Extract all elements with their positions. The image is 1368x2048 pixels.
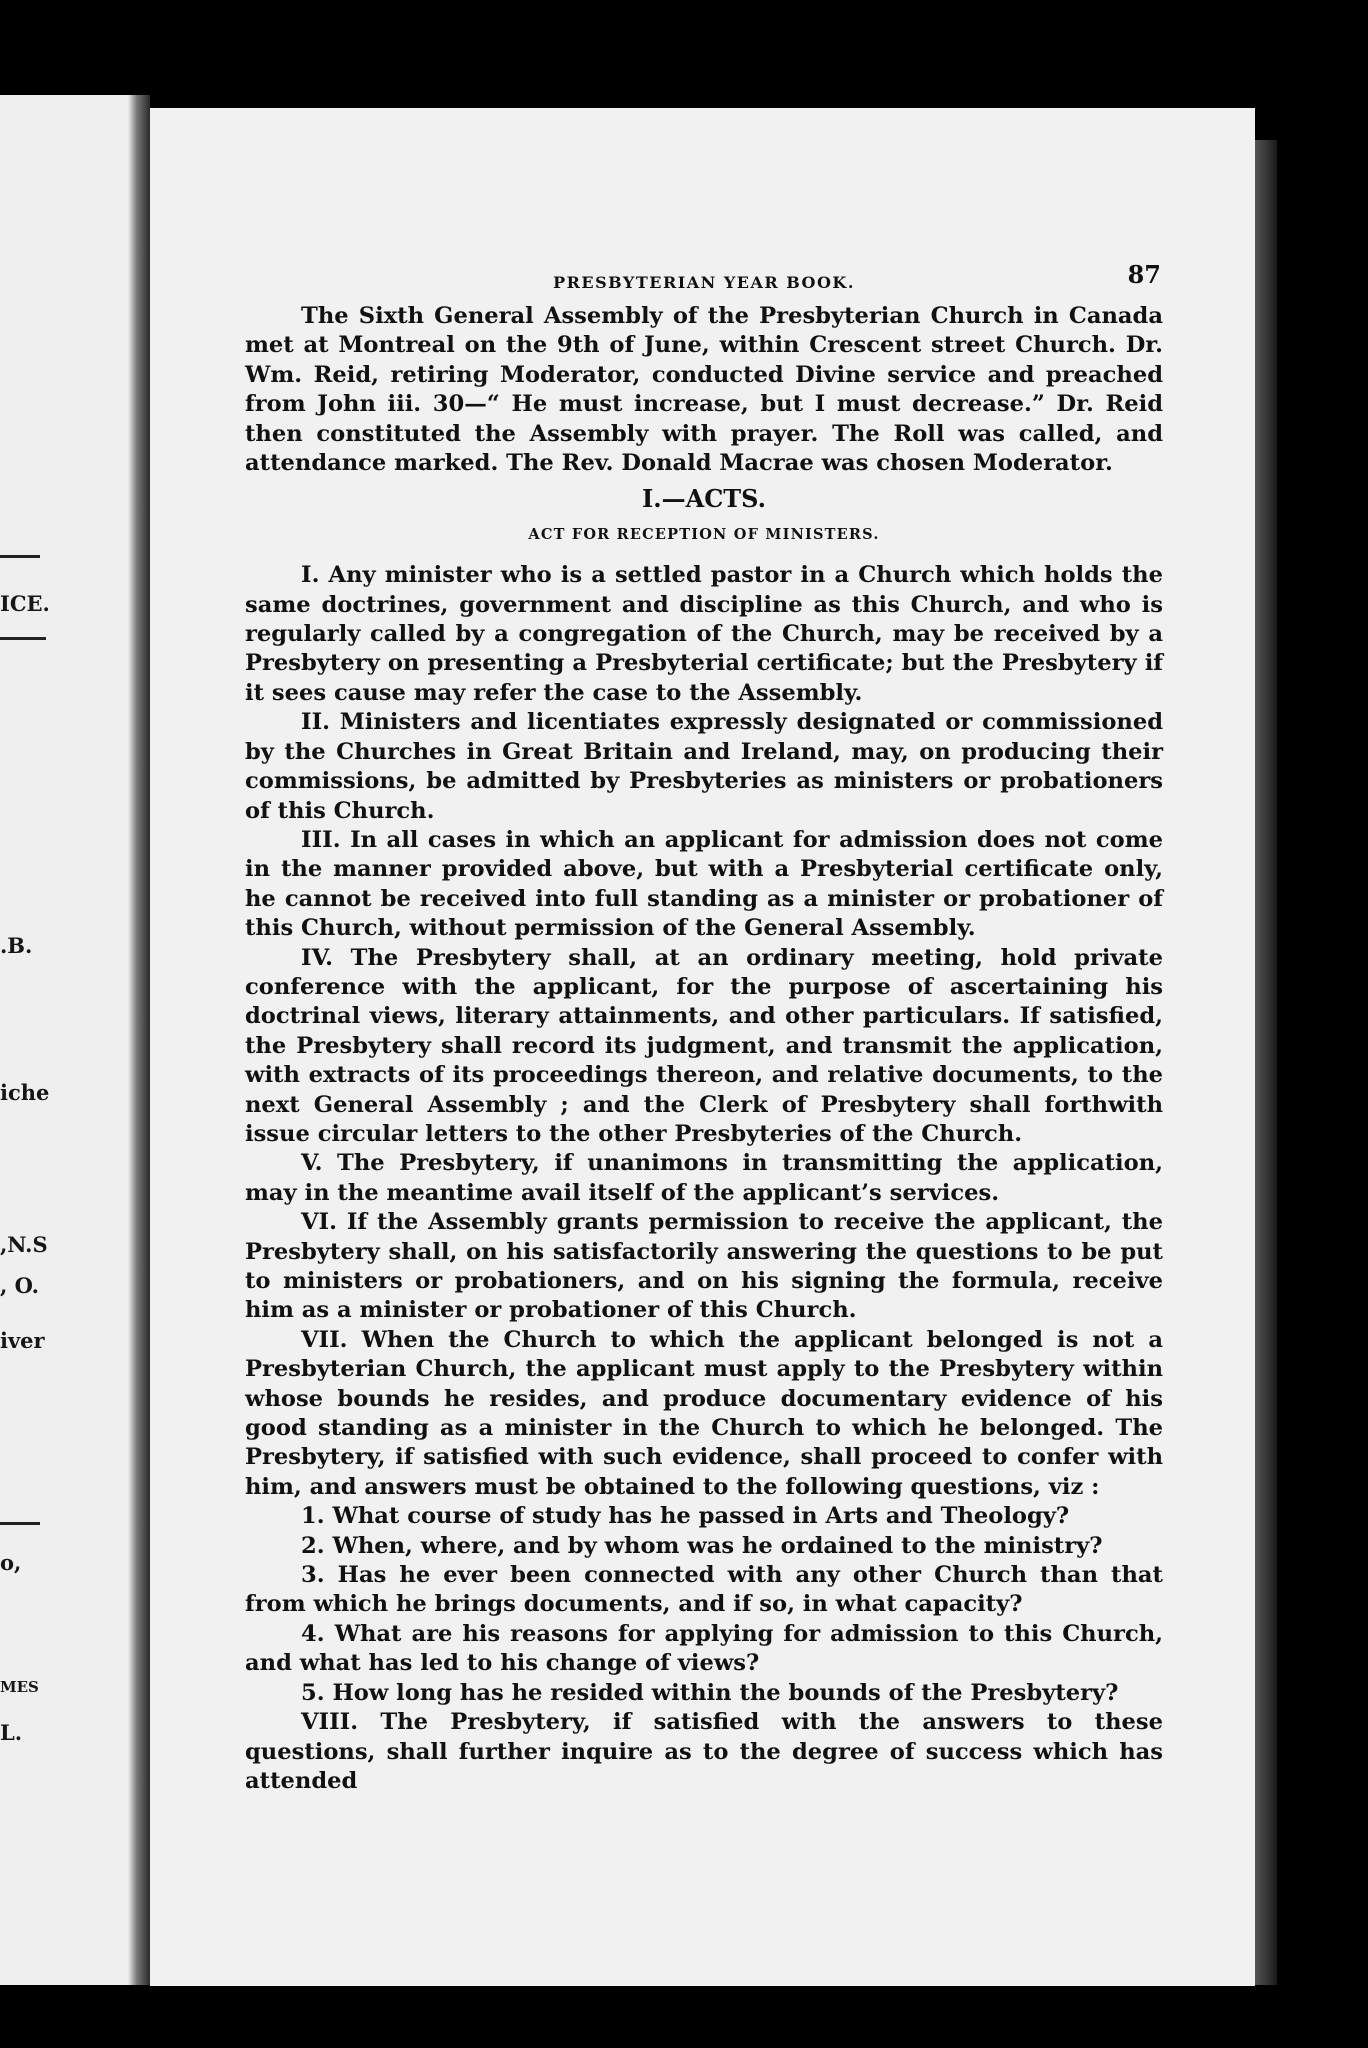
facing-page-fragment: ICE. — [0, 591, 50, 616]
section-heading: I.—ACTS. — [642, 484, 766, 514]
article-paragraph: VI. If the Assembly grants permission to receive the applicant, the Presbytery shall, on his satisfactorily answering the questions to be put to ministers or probationers, and on his signing the formula, receive him as a minister or probationer of this Church. — [245, 1209, 1163, 1324]
article-paragraph: V. The Presbytery, if unanimons in transmitting the application, may in the meantime avail itself of the applicant’s services. — [245, 1150, 1163, 1206]
intro-paragraph: The Sixth General Assembly of the Presbyterian Church in Canada met at Montreal on the 9th of June, within Crescent street Church. Dr. Wm. Reid, retiring Moderator, conducted Divine service and preached from John iii. 30—“ He must increase, but I must decrease.” Dr. Reid then constituted the Assembly with prayer. The Roll was called, and attendance marked. The Rev. Donald Macrae was chosen Moderator. — [245, 303, 1163, 477]
article-paragraph: III. In all cases in which an applicant for admission does not come in the manner provided above, but with a Presbyterial certificate only, he cannot be received into full standing as a minister or probationer of this Church, without permission of the General Assembly. — [245, 826, 1163, 942]
article-paragraph: VII. When the Church to which the applicant belonged is not a Presbyterian Church, the applicant must apply to the Presbytery within whose bounds he resides, and produce documentary evidence of his good standing as a minister in the Church to which he belonged. The Presbytery, if satisfied with such evidence, shall proceed to confer with him, and answers must be obtained to the following questions, viz : — [245, 1326, 1163, 1500]
facing-page-fragment: o, — [0, 1550, 22, 1575]
facing-page-edge — [0, 95, 142, 1985]
question-item: 5. How long has he resided within the bounds of the Presbytery? — [301, 1679, 1119, 1706]
page-edge-shadow — [1255, 140, 1277, 1985]
facing-page-fragment: , O. — [0, 1273, 39, 1298]
facing-page-rule — [0, 555, 40, 558]
question-item: 1. What course of study has he passed in Arts and Theology? — [301, 1503, 1070, 1530]
article-paragraph: II. Ministers and licentiates expressly designated or commissioned by the Churches in Great Britain and Ireland, may, on producing their commissions, be admitted by Presbyteries as ministers or probationers of this Church. — [245, 709, 1163, 824]
page-number: 87 — [1127, 260, 1161, 289]
facing-page-fragment: L. — [0, 1720, 23, 1745]
facing-page-fragment: MES — [0, 1678, 39, 1696]
page-text — [245, 258, 1163, 1796]
question-item: 4. What are his reasons for applying for admission to this Church, and what has led to his change of views? — [245, 1620, 1163, 1677]
article-paragraph: I. Any minister who is a settled pastor in a Church which holds the same doctrines, government and discipline as this Church, and who is regularly called by a congregation of the Church, may be received by a Presbytery on presenting a Presbyterial certificate; but the Presbytery if it sees cause may refer the case to the Assembly. — [245, 562, 1163, 706]
question-item: 2. When, where, and by whom was he ordained to the ministry? — [301, 1532, 1103, 1559]
question-item: 3. Has he ever been connected with any other Church than that from which he brings documents, and if so, in what capacity? — [245, 1562, 1163, 1618]
facing-page-fragment: ,N.S — [0, 1232, 48, 1257]
facing-page-rule — [0, 637, 46, 640]
article-paragraph: IV. The Presbytery shall, at an ordinary meeting, hold private conference with the applicant, for the purpose of ascertaining his doctrinal views, literary attainments, and other particulars. If satisfied, the Presbytery shall record its judgment, and transmit the application, with extracts of its proceedings thereon, and relative documents, to the next General Assembly ; and the Clerk of Presbytery shall forthwith issue circular letters to the other Presbyteries of the Church. — [245, 944, 1163, 1147]
facing-page-fragment: .B. — [0, 933, 33, 958]
running-title: PRESBYTERIAN YEAR BOOK. — [553, 273, 855, 292]
closing-paragraph: VIII. The Presbytery, if satisfied with the answers to these questions, shall further inquire as to the degree of success which has attended — [245, 1709, 1163, 1794]
facing-page-rule — [0, 1522, 40, 1525]
book-page — [150, 108, 1255, 1986]
page-gutter — [128, 95, 150, 1985]
running-head — [245, 258, 1163, 302]
facing-page-fragment: iver — [0, 1328, 45, 1353]
facing-page-fragment: iche — [0, 1080, 50, 1105]
act-heading: ACT FOR RECEPTION OF MINISTERS. — [528, 525, 880, 543]
